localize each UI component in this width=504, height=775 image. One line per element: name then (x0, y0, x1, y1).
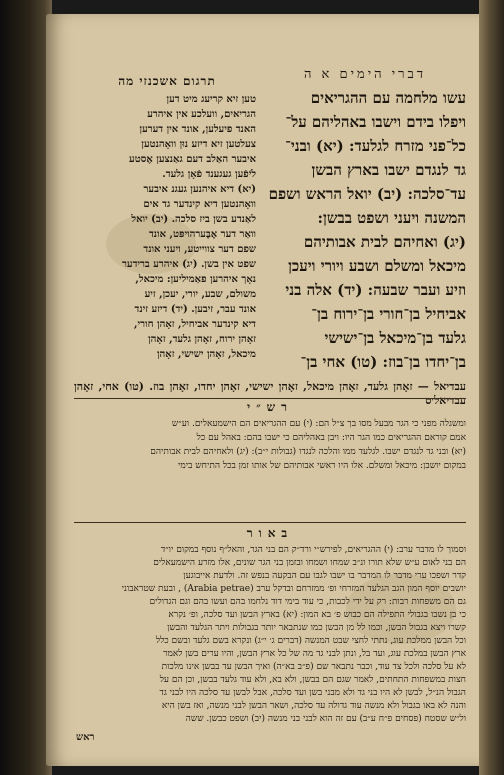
main-text-line: עשו מלחמה עם ההגריאים (310, 89, 466, 107)
main-text-line: וזיע ועבר שבעה: (יד) אלה בני (285, 281, 466, 299)
main-text-line: מיכאל ומשלם ושבע ויורי ויעכן (288, 257, 466, 275)
main-text-line: (יג) ואחיהם לבית אבותיהם (303, 233, 466, 251)
targum-line: שפט אין בשן. (יג) איהרע ברידער (122, 259, 256, 270)
biur-line: לא על סלכה ולכל צד עוד, וכבר נתבאר שם (פ״ב בא״ה) ואיך הבשן עד בבשן אינו מלכות (161, 662, 466, 672)
targum-line: האנד פיעלען, אונד אין דערען (139, 124, 256, 135)
targum-line: זאָהן ירוח, זאָהן גלעד, זאָהן (148, 334, 256, 345)
targum-line: מיכאל, זאָהן ישישי, זאָהן (157, 349, 256, 360)
targum-line: משולם, שבע, יורי, יעכן, זיע (144, 289, 256, 300)
main-text-line: גלעד בן־מיכאל בן־ישישי (324, 329, 466, 347)
targum-column (74, 92, 256, 362)
biur-commentary (74, 544, 466, 726)
biur-line: הם בני לאום ע״ש שלא תורו ונ״ב שמחו ושמחו ובזמן בני הגר שונים, אלו מזרע הישמעאלים (153, 558, 466, 568)
rashi-commentary (74, 418, 466, 474)
targum-line: שפם דער צווייטע, ויעני אונד (143, 244, 256, 255)
targum-line: הגריאים, וועלכע אין איהרע (147, 109, 256, 120)
targum-line: אונד עבר, זיבען. (יד) דיזע זינד (134, 304, 256, 315)
targum-line: וואַר דער אֶבֶּערהויפּט, אונד (148, 229, 256, 240)
catchword: ראש (76, 732, 95, 743)
targum-line: לֹיפֿען געגענד פֿאָן גלעד. (162, 169, 256, 180)
biur-line: קשרו ויצא בגבול הבשן, וכמו לל מן הבשן כמו שנתבאר יותר בגבולות ויתר הגלעד והבשן (167, 623, 466, 633)
targum-line: איבער האַלב דעם גאַנצען אֶסטע (129, 154, 256, 165)
biur-line: ארץ הבשן במלכת עוג, ועד בל, ונתן לבני גד מה של כל ארץ הבשן, והיו ערים בשן לאמר (163, 649, 466, 659)
main-text-line: עד־סלכה: (יב) יואל הראש ושפם (268, 185, 466, 203)
main-text-line: כל־פני מזרח לגלעד: (יא) ובני־ (285, 137, 466, 155)
biur-line: וכל הבשן ממלכת עוג, נתתי לחצי שבט המנשה (דברים ג׳ י״ג) ונקרא בשם גלעד ובשם כלל (155, 636, 466, 646)
targum-line: לאַנדע בשן ביז סלכה. (יב) יואל (131, 214, 256, 225)
biur-line: קדר ושפכו ערי מדבר לו המדבר בו ישבו לגבו עם הבקעה בנפש זה. ולדעת אייבוגען (183, 571, 466, 581)
main-text-line: אביחיל בן־חורי בן־ירוח בן־ (311, 305, 466, 323)
biur-line: הגבול הנ״ל, לבשן לא היו בני גד ולא מבני בשן ועד סלכה, אבל לבשן עד סלכה היו לבני גד (159, 688, 466, 698)
book-spine (0, 0, 52, 775)
biur-line: והנה לא באו בגבול ולא מנשה עוד גדולה עד סלכה, ושאר הבשן לבני מנשה, ואז בשן היא (161, 701, 466, 711)
main-text-line: בן־יחדו בן־בוז: (טו) אחי בן־ (300, 353, 466, 371)
targum-line: נאָך איהרען פאַמיליען: מיכאל, (135, 274, 256, 285)
main-text-line: גד לנגדם ישבו בארץ הבשן (311, 161, 466, 179)
page-edges (479, 0, 504, 775)
targum-line: דיא קינדער אביחיל, זאָהן חורי, (134, 319, 256, 330)
targum-line: וואָהנטען דיא קינדער גד אים (143, 199, 256, 210)
rashi-line: במקום יושבן: מיכאל ומשלם. אלו היו ראשי אבותיהם של אותו זמן בכל התיחש בימי (178, 461, 466, 471)
continuation-line: עבדיאל — זאָהן גלעד, זאָהן מיכאל, זאָהן ישישי, זאָהן יחדו, זאָהן בוז. (טו) אחי, זאָהן עבדיאל׳ס (74, 380, 466, 407)
main-hebrew-text (260, 86, 466, 374)
divider (74, 522, 466, 523)
main-text-line: ויפלו בידם וישבו באהליהם על־ (285, 113, 466, 131)
rashi-line: ומשגלה מפני כי הגר מבעל מסו בך צ״ל הם: (י) עם ההגריאים הם הישמעאלים. וע״ש (171, 419, 466, 429)
biur-line: חצות במשפחות התחתים, לאמר שגם הם בבשן, ולא בא, ולא עוד גלעד בבשן, וכן הם על (159, 675, 466, 685)
biur-line: וסמוך לו מדבר ערב: (י) ההגריאים, לפירש״י ורד״ק הם בני הגר, והאל״ף נוסף במקום יו״ד (160, 545, 466, 555)
biur-title: באור (246, 526, 294, 540)
running-header: דברי הימים א ה (303, 67, 427, 82)
biur-line: כי בן נשבו בגבולי התפילה הם כבוש פ׳ בא המון: (יא) בארץ הבשן ועד סלכה, ופ׳ נקרא (168, 610, 466, 620)
targum-header: תרגום אשכנזי מה (118, 74, 216, 88)
rashi-title: רש״י (246, 400, 294, 414)
targum-line: (יא) דיא איהנען געגנ איבער (143, 184, 256, 195)
targum-line: טען זיא קריעג מיט דען (166, 94, 256, 105)
biur-line: גם הם משפחות רבות: רק על ידי לכבות, כי עוד בימי דוד נלחמו בהם ועשו בהם וגם הגדולים (149, 597, 466, 607)
book-page (46, 14, 482, 766)
rashi-line: (יא) ובני גד לנגדם ישבו. לגלעד ממו והלכה לנגדו (גבולות י״ב): (יג) ולאחיהם לבית אבותיהם (150, 447, 466, 457)
biur-line: ול״ש שסטח (פסחים פ״ח ע״ב) עם זה הוא לבני בני מנשה (יב) ושפט כבשן. ששה (185, 714, 466, 724)
biur-line: יושבים יוסף המון הגב הגלעד המזרחי ופ׳ ממזרחם ובדקל ערב (Arabia petrae) , ובעת שטראבוני (121, 584, 466, 594)
targum-line: צעלטען זיא דיזע נוּן וואָהנטען (141, 139, 256, 150)
divider (74, 398, 466, 399)
main-text-line: המשנה ויעני ושפט בבשן: (317, 209, 466, 227)
rashi-line: אמם קוראם ההגריאים כמו הגר היו: ויבן באהליהם כי ישבו בהם: באהל עם כל (196, 433, 466, 443)
